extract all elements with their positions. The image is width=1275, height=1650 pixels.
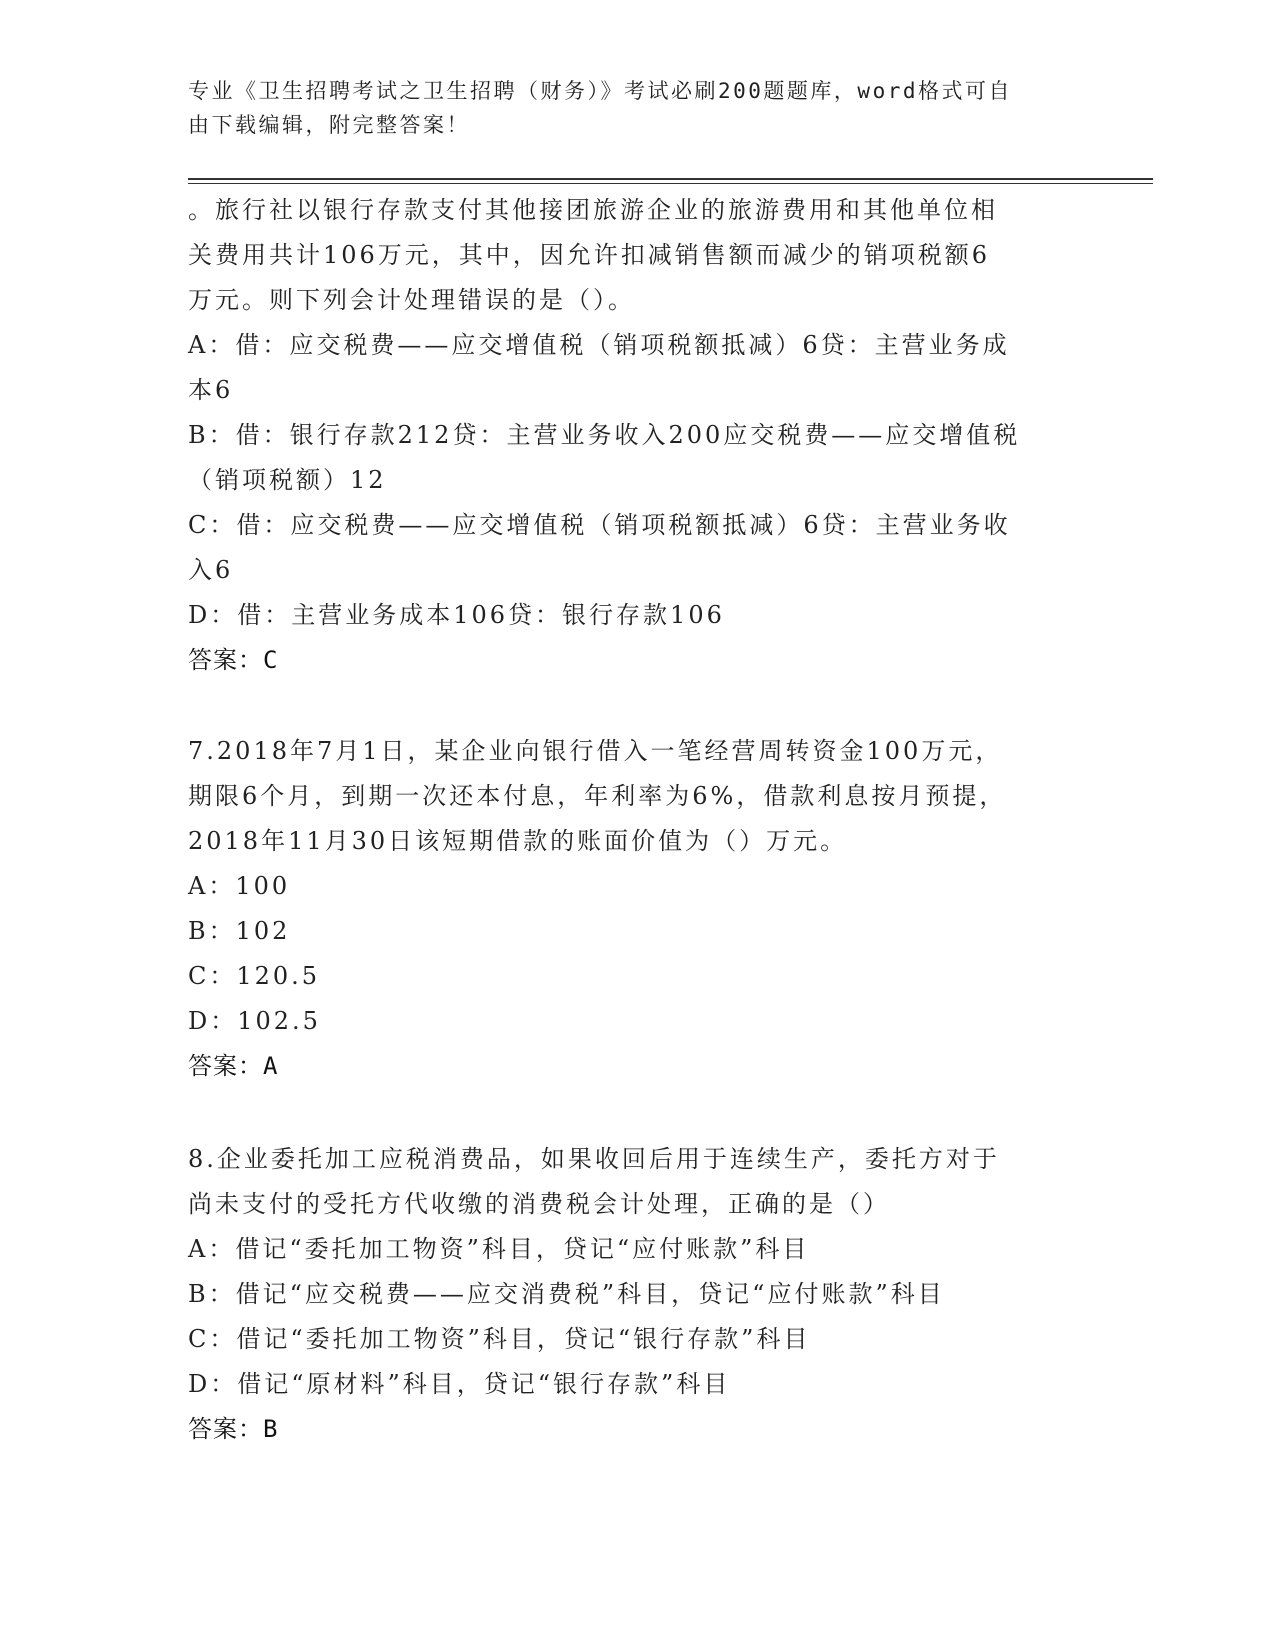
option-d: D：102.5 bbox=[188, 1007, 321, 1035]
question-stem-line: 7.2018年7月1日，某企业向银行借入一笔经营周转资金100万元， bbox=[188, 737, 1003, 765]
option-c: C：120.5 bbox=[188, 962, 321, 990]
option-b-line-1: B：借：银行存款212贷：主营业务收入200应交税费——应交增值税 bbox=[188, 421, 1021, 449]
option-a-line-1: A：借：应交税费——应交增值税（销项税额抵减）6贷：主营业务成 bbox=[188, 331, 1010, 359]
header-line-2: 由下载编辑，附完整答案！ bbox=[188, 113, 470, 137]
option-d: D：借记“原材料”科目，贷记“银行存款”科目 bbox=[188, 1370, 731, 1398]
option-d: D：借：主营业务成本106贷：银行存款106 bbox=[188, 601, 725, 629]
option-c-line-2: 入6 bbox=[188, 556, 234, 584]
option-b: B：借记“应交税费——应交消费税”科目，贷记“应付账款”科目 bbox=[188, 1280, 945, 1308]
header-divider-thick bbox=[188, 178, 1153, 180]
option-a: A：100 bbox=[188, 872, 291, 900]
question-stem-line: 。旅行社以银行存款支付其他接团旅游企业的旅游费用和其他单位相 bbox=[188, 196, 998, 224]
option-c: C：借记“委托加工物资”科目，贷记“银行存款”科目 bbox=[188, 1325, 811, 1353]
option-b: B：102 bbox=[188, 917, 291, 945]
option-b-line-2: （销项税额）12 bbox=[188, 466, 387, 494]
document-header bbox=[188, 74, 1068, 142]
question-stem-line: 万元。则下列会计处理错误的是（）。 bbox=[188, 286, 635, 314]
answer-label: 答案：B bbox=[188, 1415, 279, 1443]
question-stem-line: 期限6个月，到期一次还本付息，年利率为6%，借款利息按月预提， bbox=[188, 782, 1007, 810]
option-a-line-2: 本6 bbox=[188, 376, 234, 404]
question-stem-line: 关费用共计106万元，其中，因允许扣减销售额而减少的销项税额6 bbox=[188, 241, 991, 269]
question-stem-line: 8.企业委托加工应税消费品，如果收回后用于连续生产，委托方对于 bbox=[188, 1145, 1000, 1173]
question-stem-line: 2018年11月30日该短期借款的账面价值为（）万元。 bbox=[188, 827, 848, 855]
option-c-line-1: C：借：应交税费——应交增值税（销项税额抵减）6贷：主营业务收 bbox=[188, 511, 1011, 539]
option-a: A：借记“委托加工物资”科目，贷记“应付账款”科目 bbox=[188, 1235, 810, 1263]
question-block bbox=[188, 1137, 1088, 1452]
answer-label: 答案：C bbox=[188, 646, 279, 674]
answer-label: 答案：A bbox=[188, 1052, 279, 1080]
header-divider-thin bbox=[188, 183, 1153, 184]
question-block bbox=[188, 188, 1088, 683]
header-line-1: 专业《卫生招聘考试之卫生招聘（财务）》考试必刷200题题库，word格式可自 bbox=[188, 79, 1012, 103]
question-stem-line: 尚未支付的受托方代收缴的消费税会计处理，正确的是（） bbox=[188, 1190, 890, 1218]
question-block bbox=[188, 729, 1088, 1089]
